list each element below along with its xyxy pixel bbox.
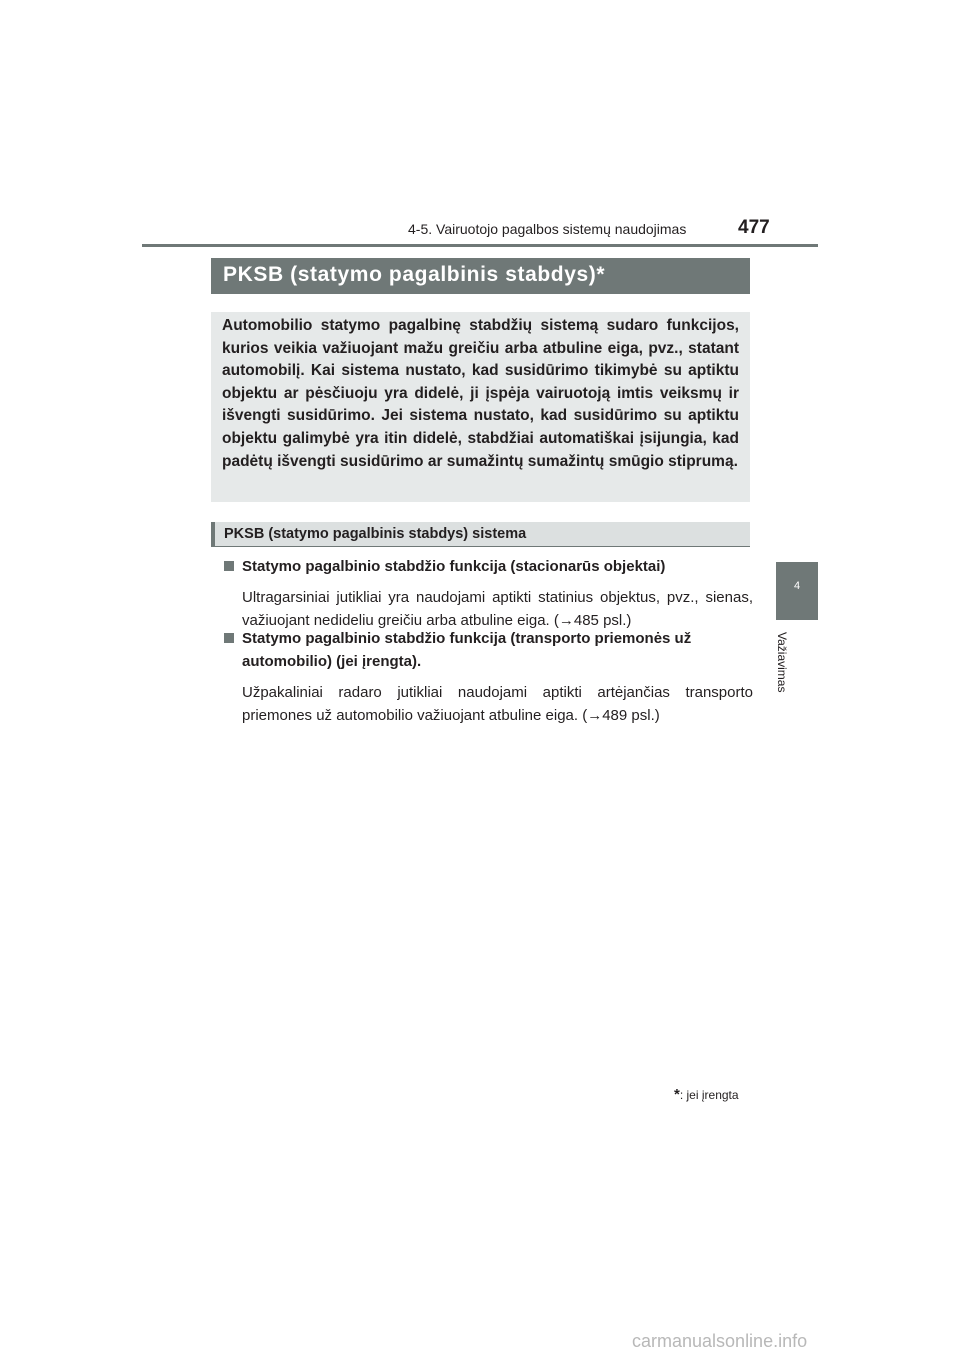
list-item-heading-text: Statymo pagalbinio stabdžio funkcija (stacionarūs objektai)	[242, 558, 666, 575]
subheading-accent	[211, 522, 215, 547]
chapter-label-container	[775, 632, 807, 712]
list-item-heading-text: Statymo pagalbinio stabdžio funkcija (transporto priemonės už automobilio) (jei įrengta).	[242, 630, 692, 670]
list-item	[223, 627, 753, 727]
asterisk-icon: *	[674, 1086, 680, 1103]
list-item-body: Užpakaliniai radaro jutikliai naudojami aptikti artėjančias transporto priemones už automobilio važiuojant atbuline eiga. (→489 psl.)	[242, 684, 753, 724]
list-item	[223, 555, 753, 632]
list-item-heading	[223, 627, 753, 673]
footnote-text: : jei įrengta	[679, 1088, 739, 1102]
section-heading: PKSB (statymo pagalbinis stabdys)*	[223, 263, 606, 286]
intro-box	[211, 312, 750, 502]
page-number: 477	[738, 217, 770, 238]
subheading-bar	[211, 522, 750, 547]
subheading: PKSB (statymo pagalbinis stabdys) sistema	[224, 526, 527, 542]
list-item-body: Ultragarsiniai jutikliai yra naudojami aptikti statinius objektus, pvz., sienas, važiuojant nedideliu greičiu arba atbuline eiga. (→485 psl.)	[242, 589, 753, 629]
list-item-heading	[223, 555, 753, 578]
chapter-tab	[776, 562, 818, 620]
footnote	[674, 1086, 739, 1103]
watermark: carmanualsonline.info	[632, 1331, 808, 1351]
chapter-label: Važiavimas	[775, 632, 789, 693]
section-title: 4-5. Vairuotojo pagalbos sistemų naudojimas	[408, 221, 687, 237]
square-bullet-icon	[224, 633, 234, 643]
chapter-number: 4	[793, 580, 801, 592]
section-heading-bar	[211, 258, 750, 294]
square-bullet-icon	[224, 561, 234, 571]
intro-text: Automobilio statymo pagalbinę stabdžių sistemą sudaro funkcijos, kurios veikia važiuojant mažu greičiu arba atbuline eiga, pvz., statant automobilį. Kai sistema nustato, kad susidūrimo tikimybė su aptiktu objektu ar pėsčiuoju yra didelė, ji įspėja vairuotoją imtis veiksmų ir išvengti susidūrimo. Jei sistema nustato, kad susidūrimo su aptiktu objektu galimybė yra itin didelė, stabdžiai automatiškai įsijungia, kad padėtų išvengti susidūrimo ar sumažintų sumažintų smūgio stiprumą.	[222, 317, 739, 470]
header-divider	[142, 244, 818, 247]
